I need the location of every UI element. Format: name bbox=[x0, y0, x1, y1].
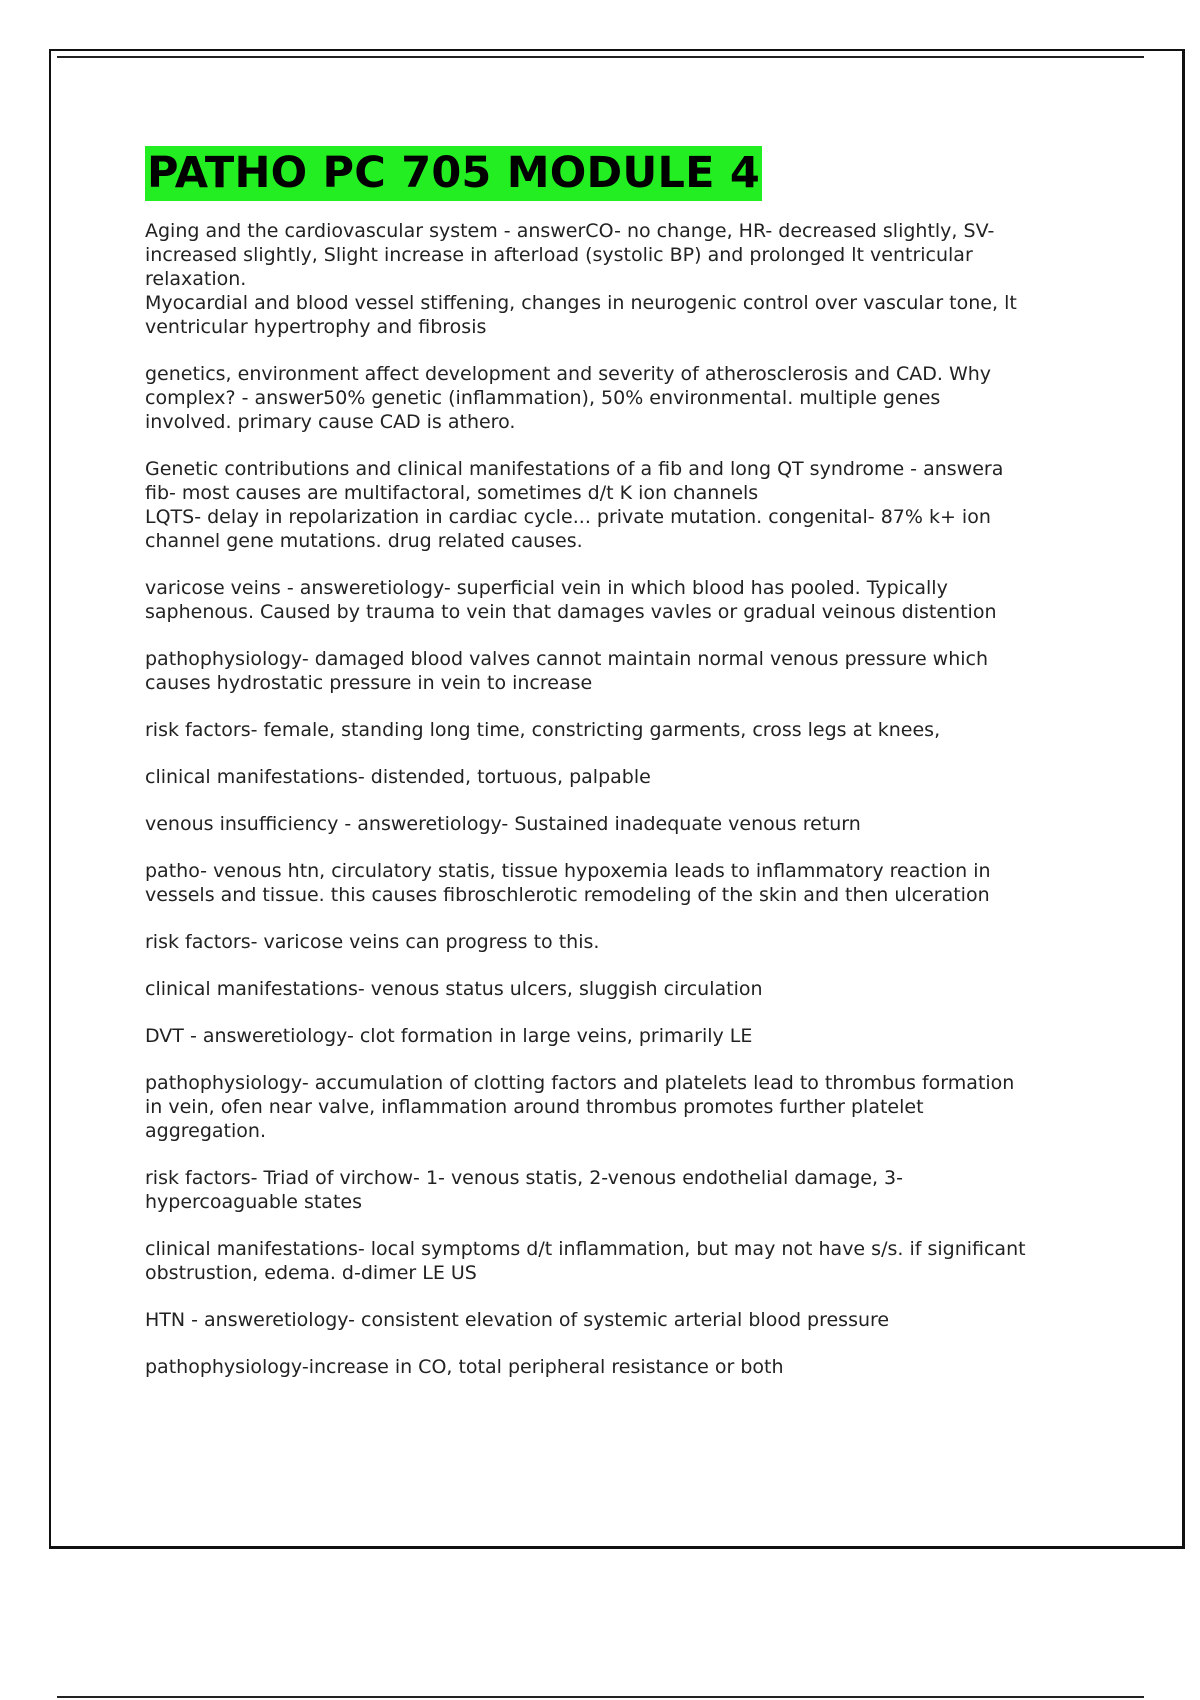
text-entry bbox=[145, 1355, 1085, 1379]
text-line: complex? - answer50% genetic (inflammation), 50% environmental. multiple genes bbox=[145, 387, 941, 409]
text-line: causes hydrostatic pressure in vein to increase bbox=[145, 672, 593, 694]
text-line: risk factors- Triad of virchow- 1- venous statis, 2-venous endothelial damage, 3- bbox=[145, 1167, 903, 1189]
text-line: ventricular hypertrophy and fibrosis bbox=[145, 316, 487, 338]
text-line: Myocardial and blood vessel stiffening, changes in neurogenic control over vascular tone, lt bbox=[145, 292, 1017, 314]
text-line: fib- most causes are multifactoral, sometimes d/t K ion channels bbox=[145, 482, 759, 504]
text-line: channel gene mutations. drug related causes. bbox=[145, 530, 583, 552]
text-line: pathophysiology- accumulation of clotting factors and platelets lead to thrombus formation bbox=[145, 1072, 1015, 1094]
text-line: obstrustion, edema. d-dimer LE US bbox=[145, 1262, 477, 1284]
text-line: genetics, environment affect development and severity of atherosclerosis and CAD. Why bbox=[145, 363, 992, 385]
text-line: risk factors- female, standing long time, constricting garments, cross legs at knees, bbox=[145, 719, 941, 741]
text-line: Genetic contributions and clinical manifestations of a fib and long QT syndrome - answera bbox=[145, 458, 1004, 480]
text-entry bbox=[145, 718, 1085, 742]
text-line: clinical manifestations- distended, tortuous, palpable bbox=[145, 766, 651, 788]
text-entry bbox=[145, 457, 1085, 553]
text-entry bbox=[145, 219, 1085, 339]
text-line: involved. primary cause CAD is athero. bbox=[145, 411, 516, 433]
text-entry bbox=[145, 576, 1085, 624]
text-line: aggregation. bbox=[145, 1120, 266, 1142]
text-entry bbox=[145, 1237, 1085, 1285]
text-line: venous insufficiency - answeretiology- Sustained inadequate venous return bbox=[145, 813, 861, 835]
text-entry bbox=[145, 1166, 1085, 1214]
text-line: HTN - answeretiology- consistent elevation of systemic arterial blood pressure bbox=[145, 1309, 890, 1331]
text-line: increased slightly, Slight increase in afterload (systolic BP) and prolonged lt ventricular bbox=[145, 244, 973, 266]
text-line: hypercoaguable states bbox=[145, 1191, 362, 1213]
text-line: in vein, ofen near valve, inflammation around thrombus promotes further platelet bbox=[145, 1096, 924, 1118]
text-entry bbox=[145, 1024, 1085, 1048]
text-entry bbox=[145, 1071, 1085, 1143]
text-line: risk factors- varicose veins can progress to this. bbox=[145, 931, 600, 953]
text-line: varicose veins - answeretiology- superficial vein in which blood has pooled. Typically bbox=[145, 577, 948, 599]
document-body bbox=[145, 146, 1085, 1402]
text-entry bbox=[145, 1308, 1085, 1332]
text-entry bbox=[145, 362, 1085, 434]
text-line: clinical manifestations- venous status ulcers, sluggish circulation bbox=[145, 978, 763, 1000]
text-entry bbox=[145, 647, 1085, 695]
text-line: vessels and tissue. this causes fibroschlerotic remodeling of the skin and then ulceration bbox=[145, 884, 990, 906]
entry-list bbox=[145, 219, 1085, 1379]
header-rule bbox=[57, 56, 1144, 58]
text-line: saphenous. Caused by trauma to vein that damages vavles or gradual veinous distention bbox=[145, 601, 997, 623]
text-line: pathophysiology- damaged blood valves cannot maintain normal venous pressure which bbox=[145, 648, 989, 670]
text-entry bbox=[145, 977, 1085, 1001]
text-line: Aging and the cardiovascular system - answerCO- no change, HR- decreased slightly, SV- bbox=[145, 220, 995, 242]
text-line: pathophysiology-increase in CO, total peripheral resistance or both bbox=[145, 1356, 784, 1378]
text-entry bbox=[145, 812, 1085, 836]
text-entry bbox=[145, 765, 1085, 789]
text-entry bbox=[145, 930, 1085, 954]
text-entry bbox=[145, 859, 1085, 907]
text-line: LQTS- delay in repolarization in cardiac cycle... private mutation. congenital- 87% k+ ion bbox=[145, 506, 991, 528]
text-line: DVT - answeretiology- clot formation in large veins, primarily LE bbox=[145, 1025, 753, 1047]
footer-rule bbox=[57, 1696, 1144, 1698]
document-title: PATHO PC 705 MODULE 4 bbox=[145, 146, 762, 201]
text-line: clinical manifestations- local symptoms d/t inflammation, but may not have s/s. if significant bbox=[145, 1238, 1026, 1260]
text-line: patho- venous htn, circulatory statis, tissue hypoxemia leads to inflammatory reaction in bbox=[145, 860, 991, 882]
text-line: relaxation. bbox=[145, 268, 247, 290]
